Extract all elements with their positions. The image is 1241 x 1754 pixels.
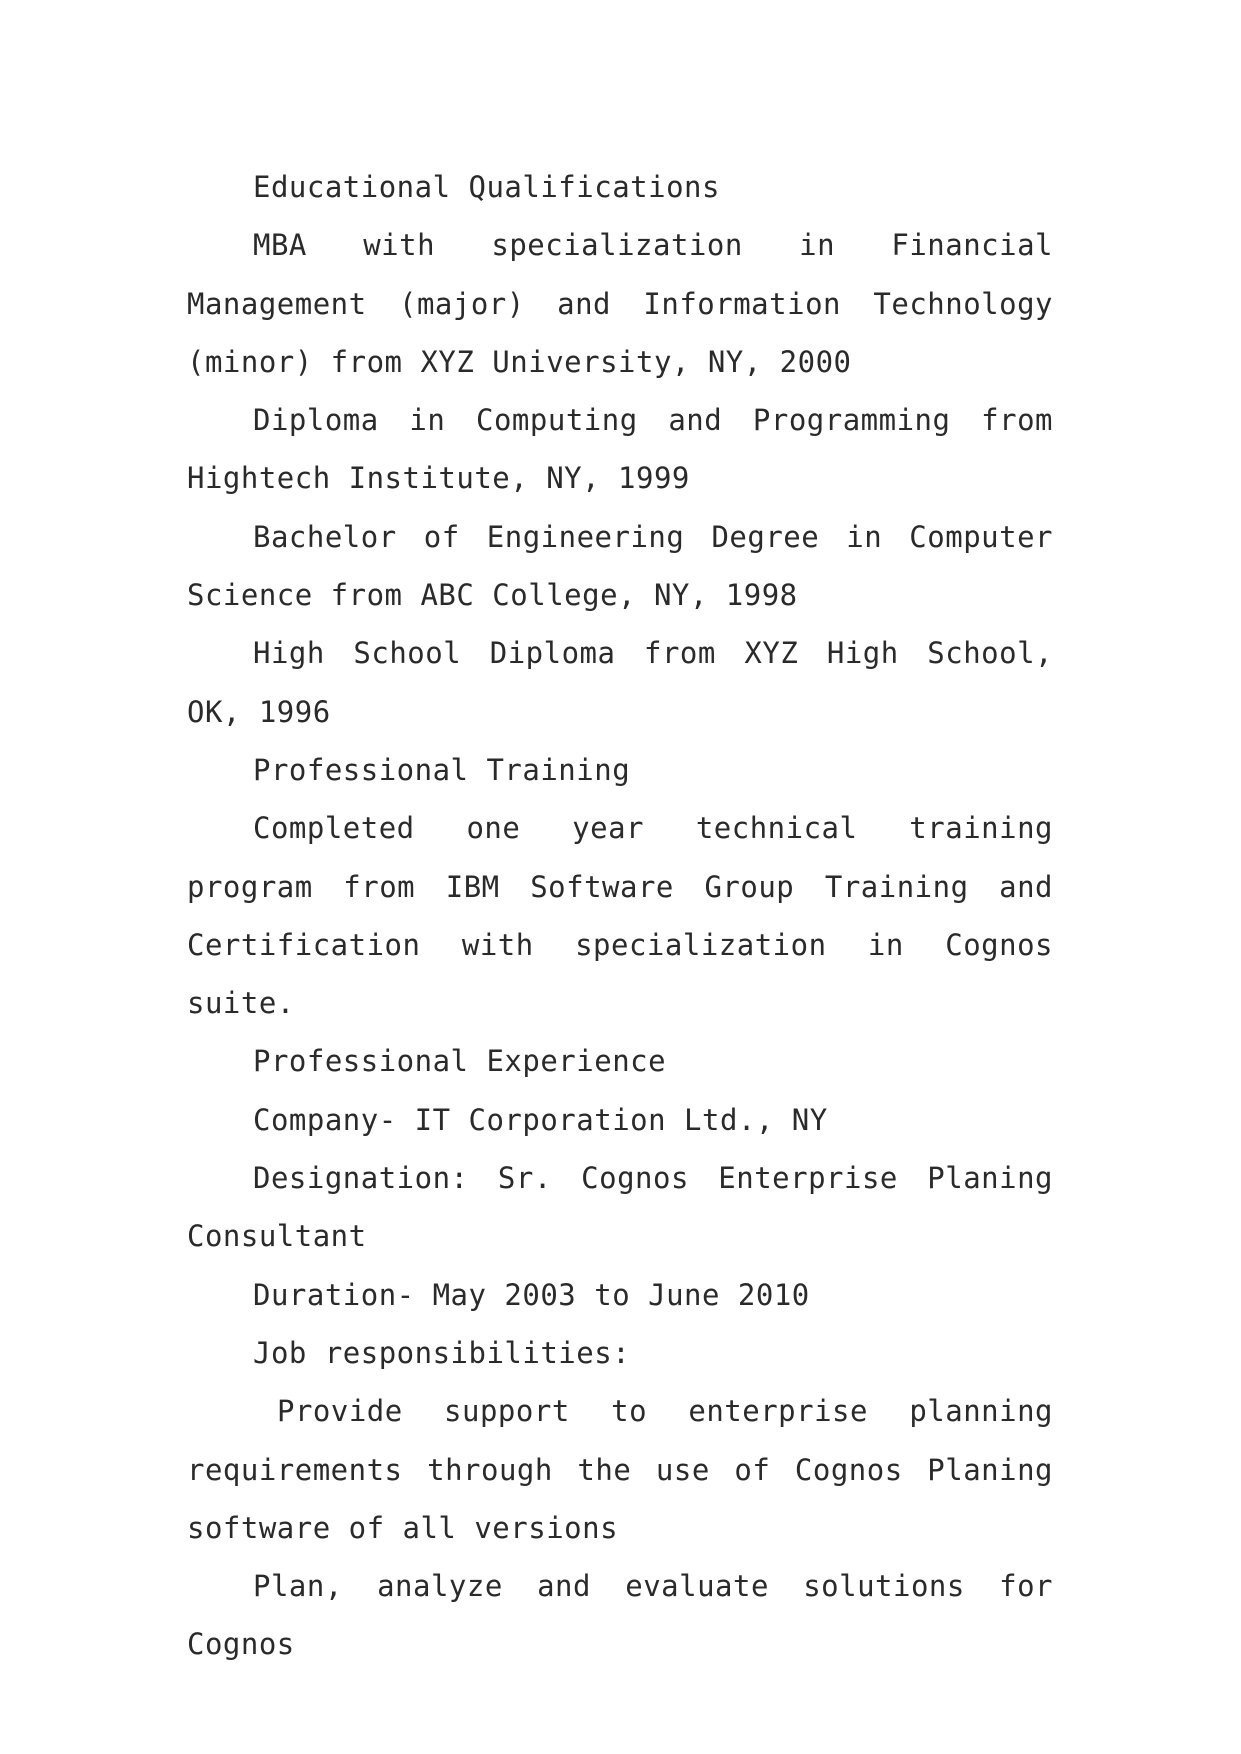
experience-duration: Duration- May 2003 to June 2010 <box>253 1277 810 1312</box>
training-item: Completed one year technical training program from IBM Software Group Training and Certification with specialization in Cognos suite. <box>187 811 1053 1021</box>
responsibility-item: Provide support to enterprise planning requirements through the use of Cognos Planing software of all versions <box>187 1394 1053 1545</box>
section-heading-professional-training: Professional Training <box>253 752 631 787</box>
section-heading-professional-experience: Professional Experience <box>253 1044 667 1079</box>
experience-company: Company- IT Corporation Ltd., NY <box>253 1102 828 1137</box>
section-heading-educational-qualifications: Educational Qualifications <box>253 170 720 204</box>
education-item-bachelor: Bachelor of Engineering Degree in Computer Science from ABC College, NY, 1998 <box>187 519 1053 613</box>
education-item-high-school: High School Diploma from XYZ High School, OK, 1996 <box>187 636 1053 729</box>
job-responsibilities-heading: Job responsibilities: <box>253 1335 631 1370</box>
education-item-mba: MBA with specialization in Financial Management (major) and Information Technology (minor) from XYZ University, NY, 2000 <box>187 228 1053 379</box>
education-item-diploma: Diploma in Computing and Programming from Hightech Institute, NY, 1999 <box>187 403 1053 496</box>
document-body <box>187 158 1053 1674</box>
responsibility-item: Plan, analyze and evaluate solutions for Cognos <box>187 1569 1053 1662</box>
experience-designation: Designation: Sr. Cognos Enterprise Planing Consultant <box>187 1161 1053 1254</box>
